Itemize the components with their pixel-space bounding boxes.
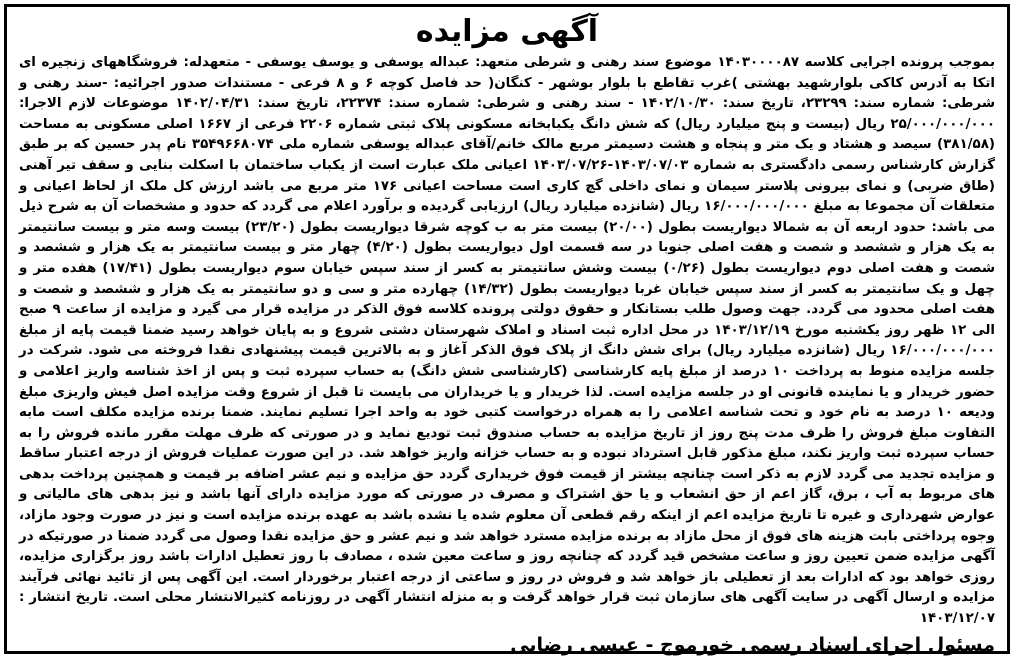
notice-paragraph: بموجب پرونده اجرایی کلاسه ۱۴۰۳۰۰۰۰۸۷ موضوع سند رهنی و شرطی متعهد: عبداله یوسفی و یوسف یوسفی - متعهدله: فروشگاههای زنجیره ای اتکا به آدرس کاکی بلوارشهید بهشتی )غرب تقاطع با بلوار بوشهر - کنگان( حد فاصل کوچه ۶ و ۸ فرعی - مستندات صدور اجرائیه: -سند رهنی و شرطی: شماره سند: ۲۳۲۹۹، تاریخ سند: ۱۴۰۲/۱۰/۳۰ - سند رهنی و شرطی: شماره سند: ۲۲۳۷۴، تاریخ سند: ۱۴۰۲/۰۴/۳۱ موضوعات لازم الاجرا: ۲۵/۰۰۰/۰۰۰/۰۰۰ ریال (بیست و پنج میلیارد ریال) که شش دانگ یکبابخانه مسکونی پلاک ثبتی شماره ۲۲۰۶ فرعی از ۱۶۶۷ اصلی مسکونی به مساحت (۳۸۱/۵۸) سیصد و هشتاد و یک متر و پنجاه و هشت دسیمتر مربع مالک خانم/آقای عبداله یوسفی شماره ملی ۳۵۴۹۶۶۸۰۷۴ نام پدر حسین که بر طبق گزارش کارشناس رسمی دادگستری به شماره ۱۴۰۳/۰۷/۰۳-۱۴۰۳/۰۷/۲۶ اعیانی ملک عبارت است از یکباب ساختمان با اسکلت بنایی و سقف تیر آهنی (طاق ضربی) و نمای بیرونی پلاستر سیمان و نمای داخلی گچ کاری است مساحت اعیانی ۱۷۶ متر مربع می باشد ارزش کل ملک از لحاظ اعیانی و متعلقات آن مجموعا به مبلغ ۱۶/۰۰۰/۰۰۰/۰۰۰ ریال (شانزده میلیارد ریال) ارزیابی گردیده و برآورد اعلام می گردد که حدود و مشخصات آن به شرح ذیل می باشد: حدود اربعه آن به شمالا دیواریست بطول (۲۰/۰۰) بیست متر به ب کوچه شرقا دیواریست بطول (۲۳/۲۰) بیست وسه متر و بیست سانتیمتر به یک هزار و ششصد و شصت و هفت اصلی جنوبا در سه قسمت اول دیواریست بطول (۴/۲۰) چهار متر و بیست سانتیمتر به یک هزار و ششصد و شصت و هفت اصلی دوم دیواریست بطول (۰/۲۶) بیست وشش سانتیمتر به کسر از سند سپس خیابان سوم دیواریست بطول (۱۷/۴۱) هفده متر و چهل و یک سانتیمتر به کسر از سند سپس خیابان غربا دیواریست بطول (۱۴/۳۲) چهارده متر و سی و دو سانتیمتر به یک هزار و ششصد و شصت و هفت اصلی محدود می گردد. جهت وصول طلب بستانکار و حقوق دولتی پرونده کلاسه فوق الذکر در مزایده قرار می گیرد و مزایده از ساعت ۹ صبح الی ۱۲ ظهر روز یکشنبه مورخ ۱۴۰۳/۱۲/۱۹ در محل اداره ثبت اسناد و املاک شهرستان دشتی شروع و به پایان خواهد رسید ضمنا قیمت پایه از مبلغ ۱۶/۰۰۰/۰۰۰/۰۰۰ ریال (شانزده میلیارد ریال) برای شش دانگ از پلاک فوق الذکر آغاز و به بالاترین قیمت پیشنهادی نقدا فروخته می شود. شرکت در جلسه مزایده منوط به پرداخت ۱۰ درصد از مبلغ پایه کارشناسی (کارشناسی شش دانگ) به حساب سپرده ثبت و پس از اخذ شناسه واریز اعلامی و حضور خریدار و یا نماینده قانونی او در جلسه مزایده است. لذا خریدار و یا خریداران می بایست تا قبل از شروع وقت مزایده اصل فیش واریزی مبلغ ودیعه ۱۰ درصد به نام خود و تحت شناسه اعلامی را به همراه درخواست کتبی خود به واحد اجرا تسلیم نمایند. ضمنا برنده مزایده مکلف است مابه التفاوت مبلغ فروش را ظرف مدت پنج روز از تاریخ مزایده به حساب صندوق ثبت تودیع نماید و در صورتی که ظرف مهلت مقرر مانده فروش را به حساب سپرده ثبت واریز نکند، مبلغ مذکور قابل استرداد نبوده و به حساب خزانه واریز خواهد شد. در این صورت عملیات فروش از درجه اعتبار ساقط و مزایده تجدید می گردد لازم به ذکر است چنانچه بیشتر از قیمت فوق خریداری گردد حق مزایده و نیم عشر اضافه بر قیمت و همچنین پرداخت بدهی های مربوط به آب ، برق، گاز اعم از حق انشعاب و یا حق اشتراک و مصرف در صورتی که مورد مزایده دارای آنها باشد و نیز بدهی های مالیاتی و عوارض شهرداری و غیره تا تاریخ مزایده اعم از اینکه رقم قطعی آن معلوم شده یا نشده باشد به عهده برنده مزایده است و نیز در صورت وجود مازاد، وجوه پرداختی بابت هزینه های فوق از محل مازاد به برنده مزایده مسترد خواهد شد و نیم عشر و حق مزایده نقدا وصول می گردد ضمنا در صورتیکه در آگهی مزایده ضمن تعیین روز و ساعت مشخص قید گردد که چنانچه روز و ساعت معین شده ، مصادف با روز تعطیل ادارات باشد روز برگزاری مزایده، روزی خواهد بود که ادارات بعد از تعطیلی باز خواهد شد و فروش در روز و ساعتی از درجه اعتبار برخوردار است. این آگهی پس از تائید نهائی فرآیند مزایده و ارسال آگهی در سایت آگهی های سازمان ثبت قرار خواهد گرفت و به منزله انتشار آگهی در روزنامه کثیرالانتشار محلی است. تاریخ انتشار : ۱۴۰۳/۱۲/۰۷: [19, 55, 996, 627]
auction-notice: [4, 4, 1010, 654]
notice-body: [19, 53, 995, 630]
signature-row: [19, 632, 995, 658]
notice-title: آگهی مزایده: [415, 14, 599, 49]
notice-signature: مسئول اجرای اسناد رسمی خورموج - عیسی رضایی: [510, 633, 995, 656]
